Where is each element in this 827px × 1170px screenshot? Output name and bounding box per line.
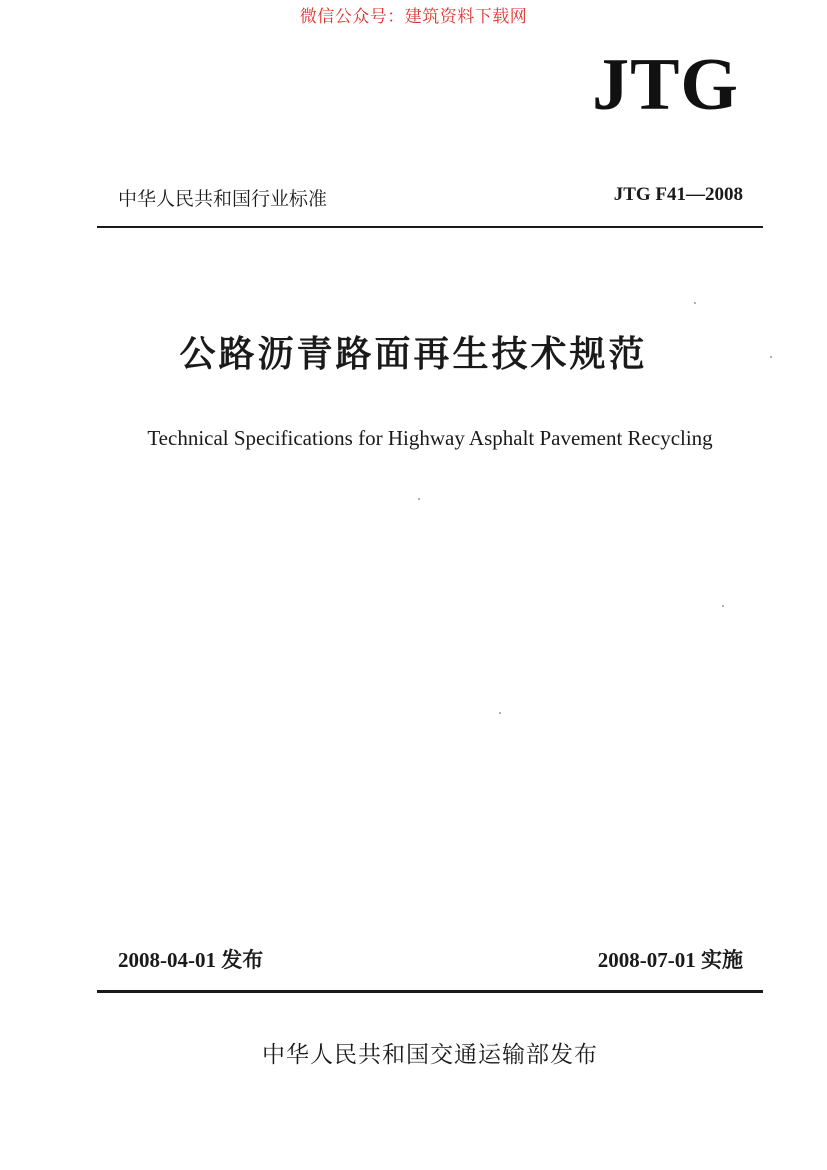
document-title-chinese: 公路沥青路面再生技术规范 <box>179 334 648 375</box>
watermark-text: 微信公众号：建筑资料下载网 <box>299 7 528 27</box>
jtg-logo: JTG <box>592 44 739 126</box>
standard-category: 中华人民共和国行业标准 <box>118 188 328 210</box>
document-title-english: Technical Specifications for Highway Asphalt Pavement Recycling <box>147 426 713 450</box>
publisher: 中华人民共和国交通运输部发布 <box>262 1042 598 1068</box>
scan-speck <box>694 302 696 304</box>
scan-speck <box>418 498 420 500</box>
scan-speck <box>770 356 772 358</box>
issue-date: 2008-04-01 发布 <box>118 948 264 972</box>
top-divider <box>97 226 763 228</box>
bottom-divider <box>97 990 763 993</box>
implementation-date: 2008-07-01 实施 <box>597 948 743 972</box>
scan-speck <box>499 712 501 714</box>
scan-speck <box>722 605 724 607</box>
standard-code: JTG F41—2008 <box>613 184 743 205</box>
